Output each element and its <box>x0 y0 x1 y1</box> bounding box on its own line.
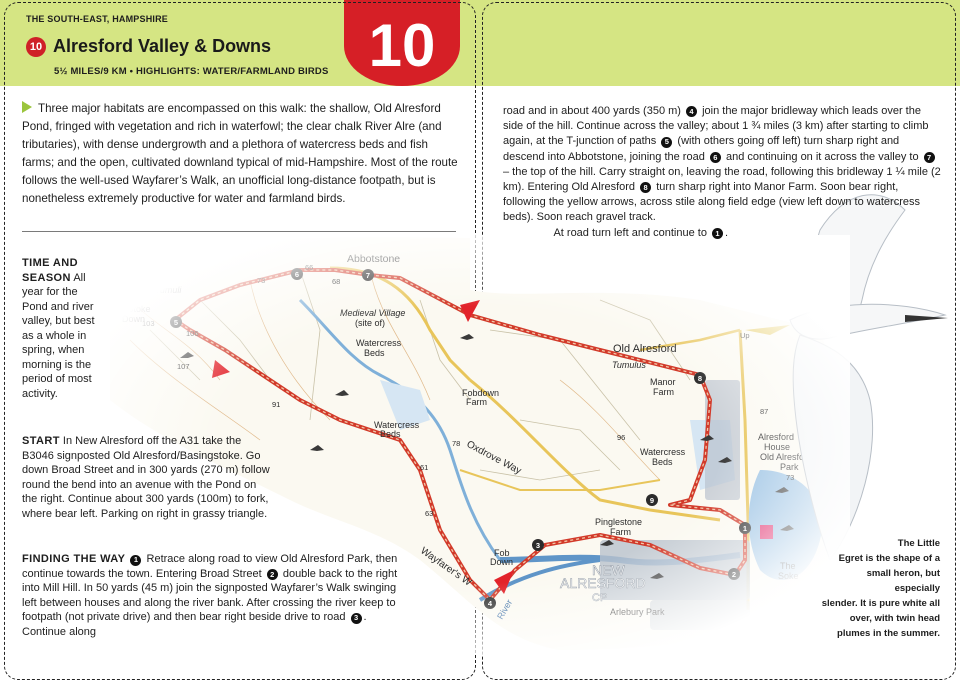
route-text-1: road and in about 400 yards (350 m) <box>503 105 681 117</box>
route-directions: road and in about 400 yards (350 m) 4 join the major bridleway which leads over the side of the hill. Continue across the valley; about 1 ¾ miles (3 km) after starting to climb again, at the T-junction of paths 5 (with others going off left) turn sharp right and descend into Abbotstone, joining the road 6 and continuing on it across the valley to 7 – the top of the hill. Carry straight on, leaving the road, following this bridleway 1 ¼ mile (2 km). Entering Old Alresford 8 turn sharp right into Manor Farm. Soon bear right, following the yellow arrows, across stile along field edge (view left down to watercress beds). Soon reach gravel track. At road turn left and continue to 1 . <box>503 105 941 239</box>
egret-caption <box>820 536 940 641</box>
route-text-7: At road turn left and continue to <box>553 226 707 239</box>
start-heading: START <box>22 435 60 447</box>
route-text-6: turn sharp right into Manor Farm. Soon bear right, following the yellow arrows, across stile along field edge (view left down to watercress beds). Soon reach gravel track. <box>503 181 920 224</box>
time-season-section <box>22 256 100 401</box>
time-season-body: All year for the Pond and river valley, but best as a whole in spring, when morning is the period of most activity. <box>22 271 95 400</box>
caption-line-2: Egret is the shape of a <box>838 553 940 564</box>
finding-text-3: Continue along <box>22 625 97 638</box>
time-season-heading: TIME AND SEASON <box>22 257 78 284</box>
walk-number-badge: 10 <box>26 37 46 57</box>
intro-text: Three major habitats are encompassed on this walk: the shallow, Old Alresford Pond, fringed with vegetation and rich in waterfowl; the clear chalk River Alre (and tributaries), with dense undergrowth and a plethora of watercress beds and fish farms; and the open, cultivated downland typical of mid-Hampshire. Most of the route follows the well-used Wayfarer’s Walk, an unofficial long-distance footpath, but is nonetheless extremely productive for water and farmland birds. <box>22 102 458 205</box>
start-section <box>22 434 272 521</box>
route-text-2: join the major bridleway which leads over the side of the hill. Continue across the valley; about 1 ¾ miles (3 km) after starting to climb again, at the T-junction of paths <box>503 105 929 148</box>
caption-line-3: small heron, but especially <box>866 568 940 594</box>
step-7-marker: 7 <box>924 152 935 163</box>
start-body: In New Alresford off the A31 take the B3046 signposted Old Alresford/Basingstoke. Go down Broad Street and in 300 yards (270 m) follow round the bend into an avenue with the Pond on the right. Continue about 300 yards (100m) to fork, where bear left. Parking on right in grassy triangle. <box>22 435 270 520</box>
caption-line-6: plumes in the summer. <box>837 628 940 639</box>
step-2-marker: 2 <box>267 569 278 580</box>
route-text-4: and continuing on it across the valley to <box>725 150 919 163</box>
step-3-marker: 3 <box>351 613 362 624</box>
step-1-marker: 1 <box>130 555 141 566</box>
step-8-marker: 8 <box>640 182 651 193</box>
route-text-5: – the top of the hill. Carry straight on, leaving the road, following this bridleway 1 ¼ mile (2 km). Entering Old Alresford <box>503 165 941 194</box>
big-walk-number: 10 <box>344 0 460 86</box>
step-4-marker: 4 <box>686 106 697 117</box>
step-1-return-marker: 1 <box>712 228 723 239</box>
finding-way-section: FINDING THE WAY 1 Retrace along road to view Old Alresford Park, then continue towards the town. Entering Broad Street 2 double back to the right into Mill Hill. In 50 yards (45 m) join the signposted Wayfarer’s Walk swinging left between houses and along the river bank. After crossing the river keep to footpath (not private drive) and then bear right beside drive to road 3 . Continue along <box>22 553 398 638</box>
finding-text-2: double back to the right into Mill Hill. In 50 yards (45 m) join the signposted Wayfarer’s Walk swinging left between houses and along the river bank. After crossing the river keep to footpath (not private drive) and then bear right beside drive to road <box>22 567 398 623</box>
finding-way-heading: FINDING THE WAY <box>22 553 126 565</box>
caption-line-4: slender. It is pure white all <box>821 598 940 609</box>
caption-line-1: The Little <box>897 538 940 549</box>
route-text-3: (with others going off left) turn sharp right and descend into Abbotstone, joining the road <box>503 135 900 163</box>
step-5-marker: 5 <box>661 137 672 148</box>
walk-title: Alresford Valley & Downs <box>53 36 272 56</box>
step-6-marker: 6 <box>710 152 721 163</box>
caption-line-5: over, with twin head <box>849 613 940 624</box>
region-label: THE SOUTH-EAST, HAMPSHIRE <box>26 14 169 24</box>
finding-text-1: Retrace along road to view Old Alresford Park, then continue towards the town. Entering Broad Street <box>22 553 398 580</box>
highlights-line: 5½ MILES/9 KM • HIGHLIGHTS: WATER/FARMLAND BIRDS <box>54 66 329 77</box>
